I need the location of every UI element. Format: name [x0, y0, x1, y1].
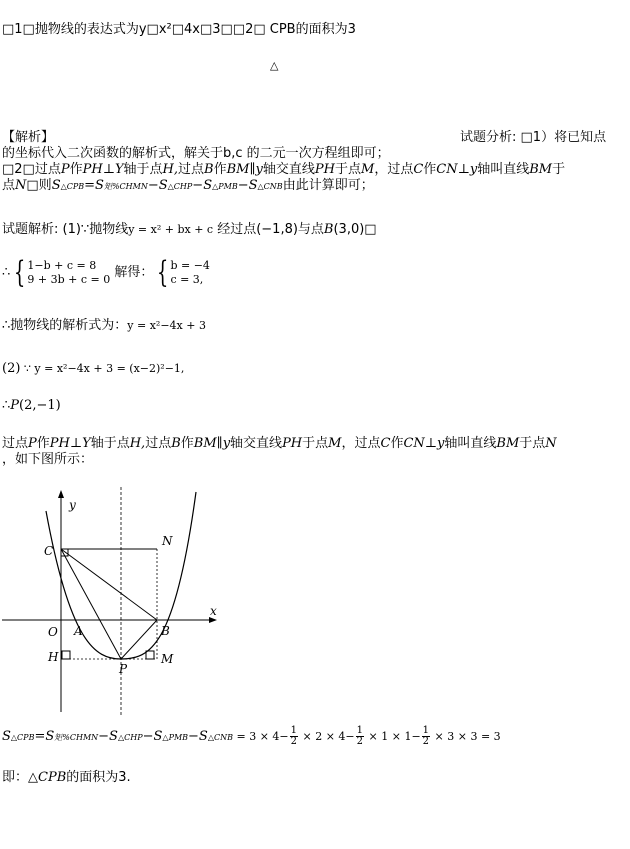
y-axis-arrow: [58, 490, 64, 498]
label-M: M: [161, 652, 174, 666]
analysis-line-2: □2□过点P作PH⊥Y轴于点H,过点B作BM∥y轴交直线PH于点M，过点C作CN⊥y轴叫直线BM于: [2, 162, 566, 177]
label-A: A: [74, 624, 83, 638]
fraction-half-3: $\frac{1}{2}$: [422, 725, 430, 747]
answer-line: [2, 22, 356, 38]
fraction-half-1: $\frac{1}{2}$: [290, 725, 298, 747]
solution-row-1: b = −4: [170, 259, 210, 272]
segment-CP: [61, 549, 121, 659]
vertex-line: ∴P(2,−1): [2, 398, 61, 413]
solution-intro: 试题解析: (1)∵抛物线y = x² + bx + c 经过点(−1,8)与点B(3,0)□: [2, 222, 377, 237]
system-row-1: 1−b + c = 8: [27, 259, 97, 272]
analysis-heading: 【解析】: [2, 130, 55, 145]
equation-system: ∴ { 1−b + c = 8 9 + 3b + c = 0 解得： { b = −4 c = 3,: [2, 255, 210, 290]
construction-line-2: ，如下图所示：: [2, 452, 94, 467]
conclusion: 即：△CPB的面积为3.: [2, 770, 131, 785]
right-angle-marker-M: [146, 651, 154, 659]
analysis-line-3: 点N□则S△CPB=S矩%CHMN−S△CHP−S△PMB−S△CNB由此计算即可；: [2, 178, 374, 193]
label-H: H: [48, 650, 59, 664]
label-B: B: [161, 624, 170, 638]
construction-line-1: 过点P作PH⊥Y轴于点H,过点B作BM∥y轴交直线PH于点M，过点C作CN⊥y轴叫直线BM于点N: [2, 436, 557, 451]
segment-CB: [61, 549, 157, 620]
label-P: P: [119, 662, 128, 676]
fraction-half-2: $\frac{1}{2}$: [356, 725, 364, 747]
area-computation: S△CPB=S矩%CHMN−S△CHP−S△PMB−S△CNB = 3 × 4− $\frac{1}{2}$ × 2 × 4− $\frac{1}{2}$ × 1 × 1− $\frac{1}{2}$ × 3 × 3 = 3: [2, 725, 501, 747]
triangle-mark: △: [270, 59, 279, 72]
analysis-line-1: 的坐标代入二次函数的解析式，解关于b,c 的二元一次方程组即可；: [2, 146, 390, 161]
analysis-heading-row: [2, 130, 628, 146]
left-brace: {: [14, 255, 26, 290]
label-x: x: [210, 604, 217, 618]
label-N: N: [162, 534, 173, 548]
label-O: O: [48, 625, 58, 639]
system-row-2: 9 + 3b + c = 0: [27, 273, 111, 286]
analysis-label: 试题分析: □1）将已知点: [460, 130, 607, 145]
right-angle-marker-H: [62, 651, 70, 659]
solution-row-2: c = 3,: [170, 273, 204, 286]
segment-PB: [121, 620, 157, 659]
answer-text: □1□抛物线的表达式为y□x²□4x□3□□2□ CPB的面积为3: [2, 22, 356, 37]
solve-label: 解得：: [110, 265, 154, 280]
part2-equation: (2) ∵ y = x²−4x + 3 = (x−2)²−1,: [2, 361, 185, 376]
parabola-result: ∴抛物线的解析式为：y = x²−4x + 3: [2, 318, 206, 333]
label-C: C: [44, 544, 54, 558]
left-brace-2: {: [157, 255, 169, 290]
coordinate-figure: [0, 487, 240, 717]
label-y: y: [69, 498, 76, 512]
